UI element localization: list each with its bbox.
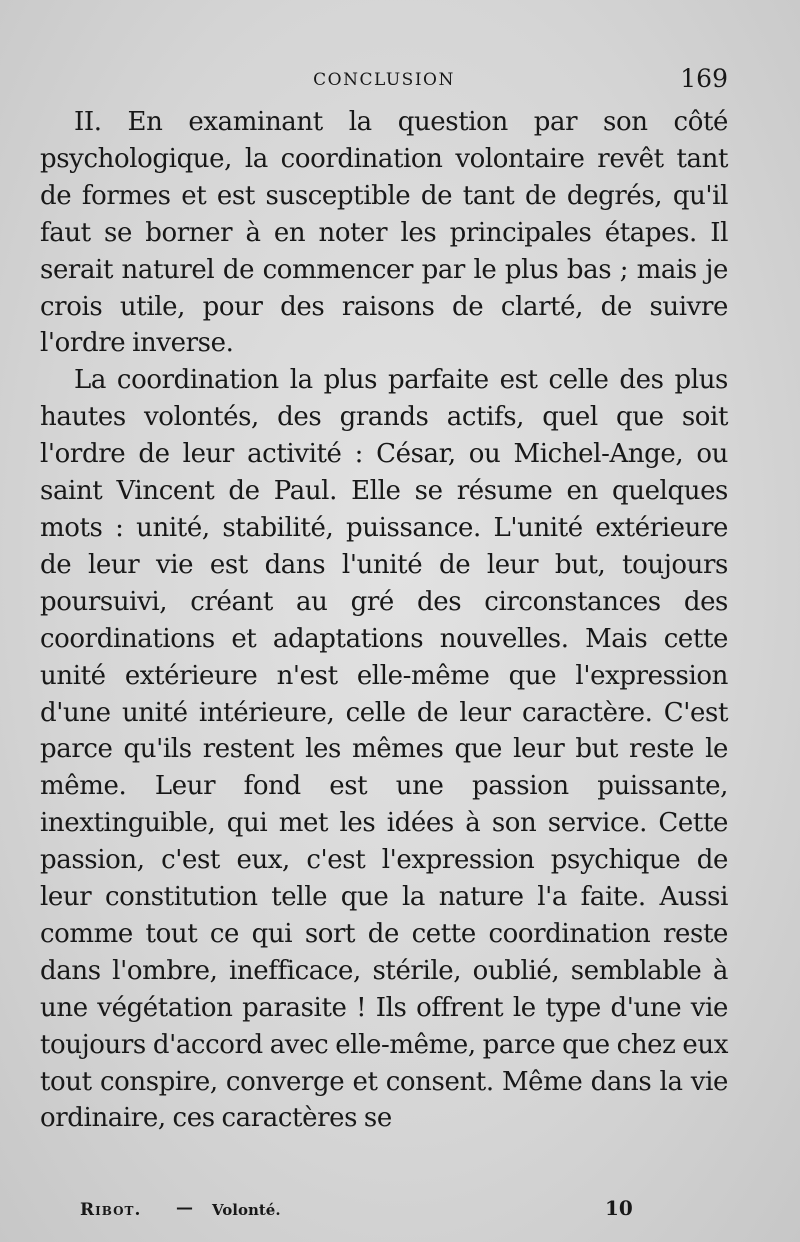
page-number: 169 (680, 64, 728, 93)
footer (80, 1194, 640, 1224)
body-text (40, 104, 728, 1137)
footer-work-title: Volonté. (212, 1201, 281, 1219)
running-title: CONCLUSION (313, 70, 455, 90)
footer-dash: — (176, 1198, 193, 1218)
paragraph: La coordination la plus parfaite est celle des plus hautes volontés, des grands actifs, quel que soit l'ordre de leur activité : César, ou Michel-Ange, ou saint Vincent de Paul. Elle se résume en quelques mots : unité, stabilité, puissance. L'unité extérieure de leur vie est dans l'unité de leur but, toujours poursuivi, créant au gré des circonstances des coordinations et adaptations nouvelles. Mais cette unité extérieure n'est elle-même que l'expression d'une unité intérieure, celle de leur caractère. C'est parce qu'ils restent les mêmes que leur but reste le même. Leur fond est une passion puissante, inextinguible, qui met les idées à son service. Cette passion, c'est eux, c'est l'expression psychique de leur constitution telle que la nature l'a faite. Aussi comme tout ce qui sort de cette coordination reste dans l'ombre, inefficace, stérile, oublié, semblable à une végétation parasite ! Ils offrent le type d'une vie toujours d'accord avec elle-même, parce que chez eux tout conspire, converge et consent. Même dans la vie ordinaire, ces caractères se (40, 365, 728, 1134)
signature-mark: 10 (605, 1196, 633, 1220)
footer-author: Ribot. (80, 1200, 142, 1220)
running-head (40, 64, 728, 98)
paragraph: II. En examinant la question par son côté psychologique, la coordination volontaire revêt tant de formes et est susceptible de tant de degrés, qu'il faut se borner à en noter les principales étapes. Il serait naturel de commencer par le plus bas ; mais je crois utile, pour des raisons de clarté, de suivre l'ordre inverse. (40, 107, 728, 359)
